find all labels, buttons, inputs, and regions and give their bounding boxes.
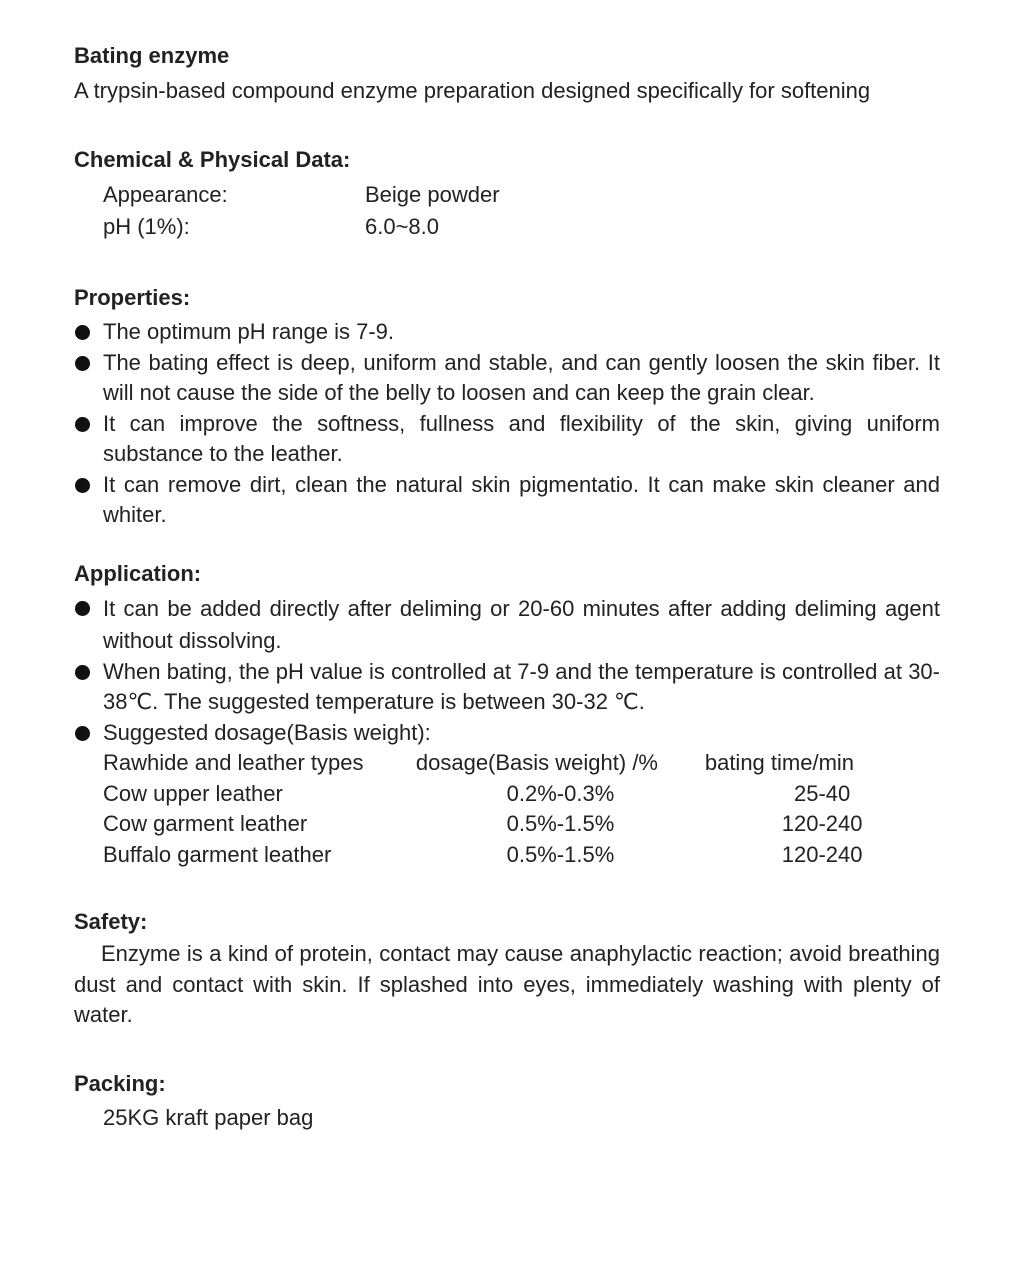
safety-heading: Safety: <box>74 909 148 934</box>
property-text: The optimum pH range is 7-9. <box>103 319 395 344</box>
packing-heading: Packing: <box>74 1070 166 1096</box>
application-text: When bating, the pH value is controlled at 7-9 and the temperature is controlled at 30-38℃. The suggested temperature is between 30-32 ℃. <box>103 658 940 714</box>
table-row <box>103 809 940 840</box>
dosage-cell: 0.5%-1.5% <box>506 811 615 836</box>
bating-time-cell: 120-240 <box>781 811 863 836</box>
properties-list <box>74 317 940 531</box>
product-description: A trypsin-based compound enzyme preparation designed specifically for softening <box>74 78 871 103</box>
list-item <box>74 317 940 348</box>
list-item <box>74 409 940 470</box>
bullet-icon <box>75 478 90 493</box>
leather-type-cell: Cow upper leather <box>103 780 283 806</box>
leather-type-cell: Cow garment leather <box>103 811 308 836</box>
dosage-cell: 0.2%-0.3% <box>506 780 615 806</box>
bullet-icon <box>75 665 90 680</box>
bullet-icon <box>75 325 90 340</box>
list-item <box>74 470 940 531</box>
table-row <box>103 779 940 810</box>
application-list <box>74 593 940 749</box>
bullet-icon <box>75 601 90 616</box>
document-page <box>74 40 940 1134</box>
dosage-table-header <box>103 748 940 779</box>
leather-type-cell: Buffalo garment leather <box>103 841 332 867</box>
property-text: It can improve the softness, fullness and flexibility of the skin, giving uniform substance to the leather. <box>103 410 940 466</box>
application-text: It can be added directly after deliming or 20-60 minutes after adding deliming agent without dissolving. <box>103 595 940 653</box>
table-row <box>103 840 940 871</box>
header-dosage: dosage(Basis weight) /% <box>415 750 658 775</box>
ph-label: pH (1%): <box>103 214 190 239</box>
header-leather-type: Rawhide and leather types <box>103 750 364 775</box>
list-item <box>74 657 940 718</box>
bating-time-cell: 25-40 <box>794 780 851 806</box>
properties-heading: Properties: <box>74 285 191 310</box>
bullet-icon <box>75 417 90 432</box>
chemical-heading: Chemical & Physical Data: <box>74 147 351 172</box>
dosage-cell: 0.5%-1.5% <box>506 841 615 867</box>
chemical-row-appearance <box>74 179 940 211</box>
bating-time-cell: 120-240 <box>781 841 863 867</box>
list-item <box>74 718 940 749</box>
appearance-value: Beige powder <box>365 182 500 207</box>
property-text: The bating effect is deep, uniform and stable, and can gently loosen the skin fiber. It will not cause the side of the belly to loosen and can keep the grain clear. <box>103 349 940 405</box>
appearance-label: Appearance: <box>103 182 228 207</box>
dosage-table <box>103 748 940 870</box>
ph-value: 6.0~8.0 <box>365 214 440 239</box>
property-text: It can remove dirt, clean the natural skin pigmentatio. It can make skin cleaner and whiter. <box>103 471 940 527</box>
bullet-icon <box>75 726 90 741</box>
list-item <box>74 348 940 409</box>
application-heading: Application: <box>74 560 202 586</box>
list-item <box>74 593 940 657</box>
application-text: Suggested dosage(Basis weight): <box>103 719 431 745</box>
bullet-icon <box>75 356 90 371</box>
safety-text: Enzyme is a kind of protein, contact may cause anaphylactic reaction; avoid breathing dust and contact with skin. If splashed into eyes, immediately washing with plenty of water. <box>74 941 940 1027</box>
packing-text: 25KG kraft paper bag <box>103 1104 314 1130</box>
header-bating-time: bating time/min <box>704 750 855 775</box>
product-title: Bating enzyme <box>74 43 230 68</box>
chemical-row-ph <box>74 211 940 243</box>
